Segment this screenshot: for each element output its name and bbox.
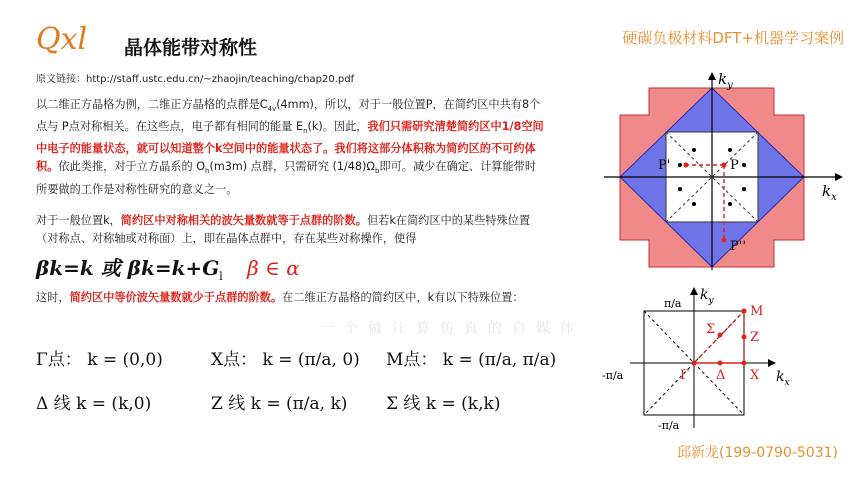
watermark-text: 一个做计算仿真的自媒体 xyxy=(320,321,584,337)
p1-text-1: 以二维正方晶格为例，二维正方晶格的点群是C xyxy=(36,98,268,111)
z-line: Z 线 k = (π/a, k) xyxy=(211,393,348,414)
special-points-table xyxy=(36,335,596,423)
p3-highlight: 简约区中等价波矢量数就少于点群的阶数。 xyxy=(69,291,283,304)
brillouin-zone-diagram xyxy=(594,70,844,270)
d1-p2-label: P'' xyxy=(730,239,746,254)
gamma-point: Γ点： k = (0,0) xyxy=(36,349,163,370)
x-point: X点： k = (π/a, 0) xyxy=(211,349,360,370)
paragraph-special-positions xyxy=(36,289,544,307)
source-link-line xyxy=(36,70,354,85)
d1-p-label: P xyxy=(730,158,739,173)
d2-z-label: Z xyxy=(750,330,760,345)
formula-condition: β ∈ α xyxy=(247,256,300,280)
svg-text:kx xyxy=(776,369,790,388)
p1-text-3: (k)。因此， xyxy=(307,120,368,134)
kx-arrow xyxy=(835,173,843,181)
case-label: 硬碳负极材料DFT+机器学习案例 xyxy=(622,29,844,47)
p1-text-5: (m3m) 点群，只需研究 (1/48)Ω xyxy=(209,160,375,174)
d1-ky-sub: y xyxy=(727,80,733,91)
source-label: 原文链接： xyxy=(36,74,86,85)
d2-ky-arrow xyxy=(690,287,698,295)
d2-m-label: M xyxy=(750,304,764,319)
source-url[interactable]: http://staff.ustc.edu.cn/~zhaojin/teaching/chap20.pdf xyxy=(86,74,355,85)
p1-text-4: 依此类推，对于立方晶系的 O xyxy=(58,160,206,174)
ky-arrow xyxy=(708,72,716,80)
d2-ky-label: k xyxy=(700,287,709,303)
d2-top-label: π/a xyxy=(664,297,682,310)
d2-x-label: X xyxy=(750,368,760,383)
special-points-diagram xyxy=(600,283,810,433)
p2-highlight: 简约区中对称相关的波矢量数就等于点群的阶数。 xyxy=(120,214,367,227)
p3-text-1: 这时， xyxy=(36,291,70,304)
svg-text:ky xyxy=(700,287,714,306)
d1-kx-label: k xyxy=(822,182,832,200)
p2-text-2: 但若k在简约区中的某些特殊位置（对称点、对称轴或对称面）上，即在晶体点群中，存在某些对称操作，使得 xyxy=(36,214,531,245)
logo xyxy=(36,22,116,62)
d2-gamma-label: Γ xyxy=(680,368,690,383)
d1-ky-label: k xyxy=(718,70,728,88)
points-row xyxy=(36,335,596,379)
m-point: M点： k = (π/a, π/a) xyxy=(386,349,557,370)
sigma-line: Σ 线 k = (k,k) xyxy=(386,393,501,414)
d2-sigma-label: Σ xyxy=(706,322,716,337)
delta-line: Δ 线 k = (k,0) xyxy=(36,393,152,414)
p1-sub-4: h xyxy=(205,167,210,176)
d2-kx-arrow xyxy=(768,359,776,367)
d2-bottom-label: -π/a xyxy=(658,419,680,432)
d2-ky-sub: y xyxy=(708,296,714,306)
p3-text-2: 在二维正方晶格的简约区中，k有以下特殊位置： xyxy=(282,291,524,304)
logo-text: Qxl xyxy=(36,22,88,57)
lines-row xyxy=(36,379,596,423)
svg-text:ky xyxy=(718,70,733,91)
contact-info: 邱新龙(199-0790-5031) xyxy=(676,445,838,461)
paragraph-general-position xyxy=(36,212,544,248)
p1-highlight: 我们只需研究清楚简约区中1/8空间中电子的能量状态，就可以知道整个k空间中的能量状态了。我们将这部分体积称为简约区的不可约体积。 xyxy=(36,120,544,174)
formula-lhs: βk=k 或 βk=k+G xyxy=(36,256,220,280)
p1-text-2: (4mm)，所以，对于一般位置P，在简约区中共有8个点与 P点对称相关。在这些点，电子都有相同的能量 E xyxy=(36,98,541,134)
formula-sub: l xyxy=(219,270,223,283)
p2-text-1: 对于一般位置k， xyxy=(36,214,121,227)
d2-kx-sub: x xyxy=(784,378,790,388)
p1-sub-5: b xyxy=(374,167,380,176)
p1-text-6: 即可。减少在确定、计算能带时所要做的工作是对称性研究的意义之一。 xyxy=(36,160,537,196)
symmetry-formula xyxy=(36,252,300,283)
page-title: 晶体能带对称性 xyxy=(124,37,258,59)
d2-kx-label: k xyxy=(776,369,785,385)
d2-left-label: -π/a xyxy=(602,369,624,382)
d2-delta-label: Δ xyxy=(716,368,726,383)
d1-kx-sub: x xyxy=(831,192,837,203)
d1-p1-label: P' xyxy=(658,158,671,173)
svg-text:kx xyxy=(822,182,837,203)
paragraph-point-group xyxy=(36,96,544,199)
p1-sub-2: n xyxy=(303,127,308,136)
p1-sub-1: 4v xyxy=(267,105,277,114)
